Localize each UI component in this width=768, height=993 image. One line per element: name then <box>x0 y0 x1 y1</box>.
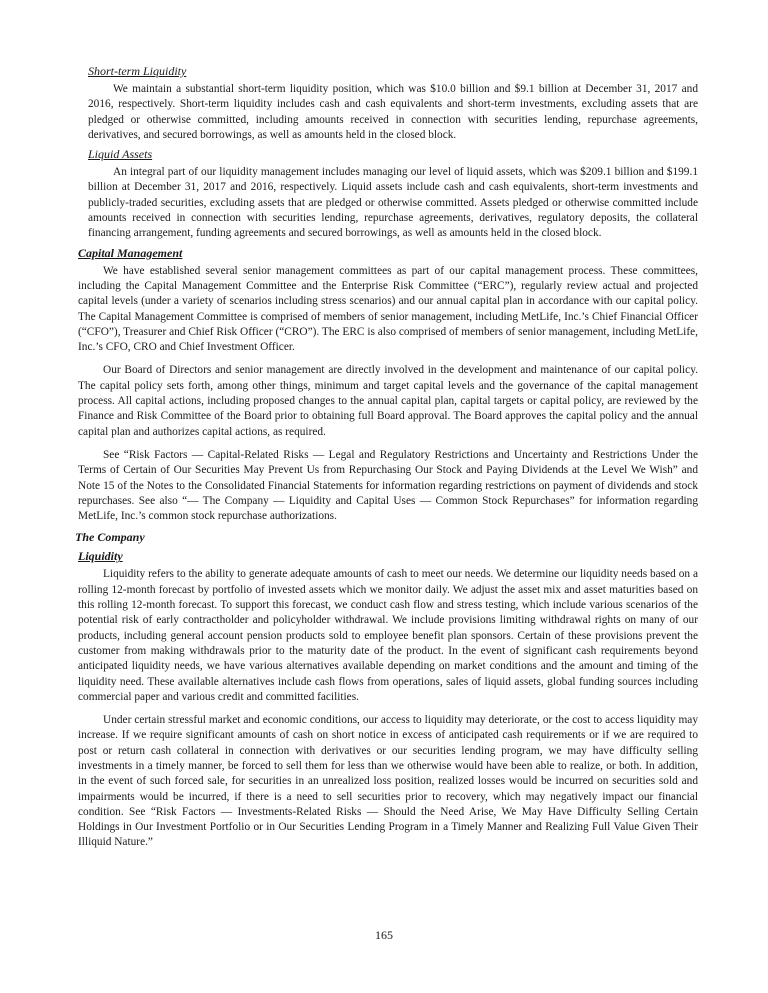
paragraph-liquidity-2: Under certain stressful market and economic conditions, our access to liquidity may deteriorate, or the cost to access liquidity may increase. If we require significant amounts of cash on short notice in excess of anticipated cash requirements or if we are required to post or return cash collateral in connection with derivatives or our securities lending program, we may have difficulty selling investments in a timely manner, be forced to sell them for less than we otherwise would have been able to realize, or both. In addition, in the event of such forced sale, for securities in an unrealized loss position, realized losses would be incurred on securities sold and impairments would be incurred, if there is a need to sell securities prior to recovery, which may negatively impact our financial condition. See “Risk Factors — Investments-Related Risks — Should the Need Arise, We May Have Difficulty Selling Certain Holdings in Our Investment Portfolio or in Our Securities Lending Program in a Timely Manner and Realizing Full Value Given Their Illiquid Nature.” <box>78 714 698 849</box>
paragraph-capital-management-3: See “Risk Factors — Capital-Related Risks — Legal and Regulatory Restrictions and Uncertainty and Restrictions Under the Terms of Certain of Our Securities May Prevent Us from Repurchasing Our Stock and Paying Dividends at the Level We Wish” and Note 15 of the Notes to the Consolidated Financial Statements for information regarding restrictions on payment of dividends and stock repurchases. See also “— The Company — Liquidity and Capital Uses — Common Stock Repurchases” for information regarding MetLife, Inc.’s common stock repurchase authorizations. <box>78 448 698 523</box>
paragraph-capital-management-1: We have established several senior management committees as part of our capital management process. These committees, including the Capital Management Committee and the Enterprise Risk Committee (“ERC”), regularly review actual and projected capital levels (under a variety of scenarios including stress scenarios) and our annual capital plan in accordance with our capital policy. The Capital Management Committee is comprised of members of senior management, including MetLife, Inc.’s Chief Financial Officer (“CFO”), Treasurer and Chief Risk Officer (“CRO”). The ERC is also comprised of members of senior management, including MetLife, Inc.’s CFO, CRO and Chief Investment Officer. <box>78 264 698 354</box>
paragraph-short-term-liquidity: We maintain a substantial short-term liquidity position, which was $10.0 billion and $9.1 billion at December 31, 2017 and 2016, respectively. Short-term liquidity includes cash and cash equivalents and short-term investments, excluding assets that are pledged or otherwise committed, including amounts received in connection with securities lending, repurchase agreements, derivatives, and secured borrowings, as well as amounts held in the closed block. <box>88 83 698 141</box>
document-page <box>75 64 698 851</box>
paragraph-capital-management-2: Our Board of Directors and senior management are directly involved in the development and maintenance of our capital policy. The capital policy sets forth, among other things, minimum and target capital levels and the governance of the capital management process. All capital actions, including proposed changes to the annual capital plan, capital targets or capital policy, are reviewed by the Finance and Risk Committee of the Board prior to obtaining full Board approval. The Board approves the capital policy and the annual capital plan and authorizes capital actions, as required. <box>78 364 698 438</box>
heading-capital-management: Capital Management <box>78 245 183 260</box>
page-number: 165 <box>375 928 393 942</box>
heading-short-term-liquidity: Short-term Liquidity <box>88 64 187 78</box>
paragraph-liquidity-1: Liquidity refers to the ability to generate adequate amounts of cash to meet our needs. We determine our liquidity needs based on a rolling 12-month forecast by portfolio of invested assets which we monitor daily. We adjust the asset mix and asset maturities based on this rolling 12-month forecast. To support this forecast, we conduct cash flow and stress testing, which include various scenarios of the potential risk of early contractholder and policyholder withdrawal. We include provisions limiting withdrawal rights on many of our products, including general account pension products sold to employee benefit plan sponsors. Certain of these provisions prevent the customer from making withdrawals prior to the maturity date of the product. In the event of significant cash requirements beyond anticipated liquidity needs, we have various alternatives available depending on market conditions and the amount and timing of the liquidity need. These available alternatives include cash flows from operations, sales of liquid assets, global funding sources including commercial paper and various credit and committed facilities. <box>78 568 698 703</box>
heading-the-company: The Company <box>75 530 145 545</box>
heading-liquidity: Liquidity <box>78 549 123 564</box>
paragraph-liquid-assets: An integral part of our liquidity management includes managing our level of liquid assets, which was $209.1 billion and $199.1 billion at December 31, 2017 and 2016, respectively. Liquid assets include cash and cash equivalents, short-term investments and publicly-traded securities, excluding assets that are pledged or otherwise committed. Assets pledged or otherwise committed include amounts received in connection with securities lending, repurchase agreements, derivatives, regulatory deposits, the collateral financing arrangement, funding agreements and secured borrowings, as well as amounts held in the closed block. <box>88 166 698 240</box>
heading-liquid-assets: Liquid Assets <box>88 147 153 162</box>
